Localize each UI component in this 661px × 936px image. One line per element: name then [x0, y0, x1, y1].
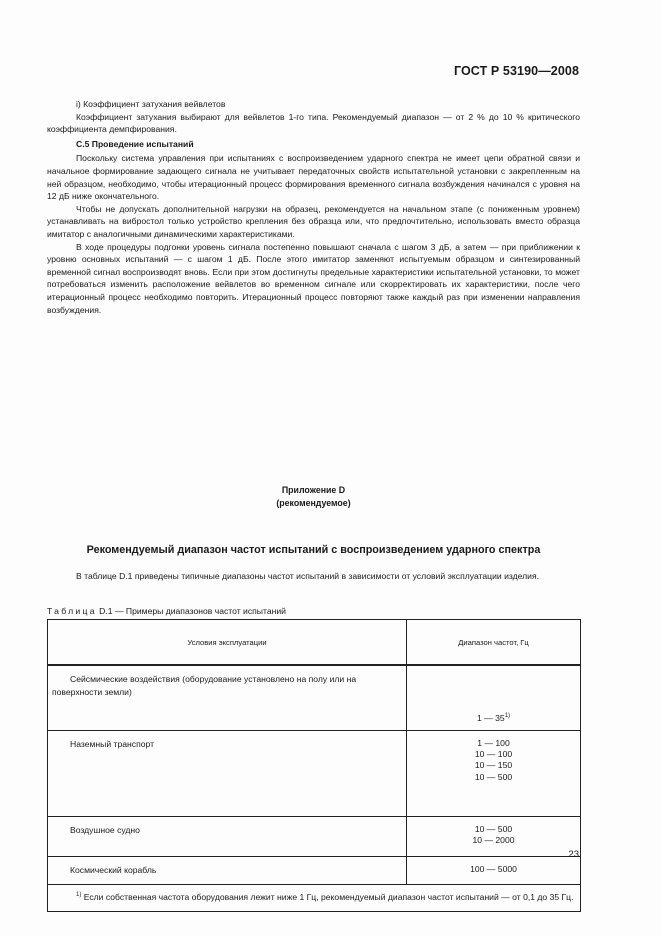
paragraph: В ходе процедуры подгонки уровень сигнала постепенно повышают сначала с шагом 3 дБ, а затем — при приближении к уровню основных испытаний — с шагом 1 дБ. После этого имитатор заменяют испытуемым образцом и синтезированный временной сигнал воспроизводят вновь. Если при этом достигнуты предельные характеристики испытательной установки, то может потребоваться изменить расположение вейвлетов во временном сигнале или скорректировать их характеристики, после чего итерационный процесс необходимо повторить. Итерационный процесс повторяют также каждый раз при изменении направления возбуждения.: [47, 241, 580, 315]
range-cell: [407, 730, 581, 816]
range-cell: [407, 856, 581, 884]
column-header-range: Диапазон частот, Гц: [407, 620, 581, 666]
footnote-mark: 1): [76, 891, 82, 898]
appendix-intro: [47, 570, 580, 583]
footnote-text: Если собственная частота оборудования лежит ниже 1 Гц, рекомендуемый диапазон частот испытаний — от 0,1 до 35 Гц.: [81, 891, 574, 902]
condition-text: Наземный транспорт: [70, 738, 155, 749]
condition-text: Космический корабль: [70, 864, 157, 875]
condition-cell: [48, 856, 407, 884]
intro-paragraph: В таблице D.1 приведены типичные диапазоны частот испытаний в зависимости от условий эксплуатации изделия.: [76, 571, 539, 581]
condition-cell: [48, 730, 407, 816]
table-header-row: [48, 620, 581, 666]
appendix-heading: [47, 484, 580, 509]
document-header: ГОСТ Р 53190—2008: [453, 64, 579, 78]
table-footnote: [48, 884, 581, 912]
range-value: 10 — 100: [474, 748, 513, 759]
range-value: 10 — 2000: [472, 834, 515, 845]
range-cell: [407, 665, 581, 730]
page-number: 23: [568, 849, 579, 860]
frequency-ranges-table: [47, 619, 581, 912]
appendix-label: Приложение D: [281, 485, 346, 495]
range-value: 10 — 500: [474, 823, 513, 834]
appendix-title: Рекомендуемый диапазон частот испытаний с воспроизведением ударного спектра: [86, 544, 541, 556]
appendix-status: (рекомендуемое): [276, 497, 351, 508]
table-row: [48, 730, 581, 816]
range-value: 10 — 500: [474, 771, 513, 782]
range-value: 1 — 35: [476, 713, 505, 724]
condition-text: Сейсмические воздействия (оборудование установлено на полу или на поверхности земли): [52, 674, 357, 697]
table-caption-text: D.1 — Примеры диапазонов частот испытаний: [96, 606, 286, 616]
table-footnote-row: [48, 884, 581, 912]
paragraph: Чтобы не допускать дополнительной нагрузки на образец, рекомендуется на начальном этапе (с пониженным уровнем) устанавливать на вибростол только устройство крепления без образца или, что предпочтительно, использовать вместо образца имитатор с аналогичными динамическими характеристиками.: [47, 203, 580, 239]
range-value: 10 — 150: [474, 760, 513, 771]
condition-text: Воздушное судно: [70, 824, 140, 835]
column-header-conditions: Условия эксплуатации: [48, 620, 407, 666]
paragraph: Поскольку система управления при испытаниях с воспроизведением ударного спектра не имеет цепи обратной связи и начальное формирование задающего сигнала не учитывает передаточных свойств испытательной установки с закрепленным на ней образцом, необходимо, чтобы итерационный процесс формирования временного сигнала возбуждения начинался с уровня на 12 дБ ниже окончательного.: [47, 153, 580, 202]
condition-cell: [48, 665, 407, 730]
item-i-title: i) Коэффициент затухания вейвлетов: [76, 99, 226, 109]
table-row: [48, 856, 581, 884]
condition-cell: [48, 816, 407, 856]
table-row: [48, 816, 581, 856]
item-i-text: Коэффициент затухания выбирают для вейвлетов 1-го типа. Рекомендуемый диапазон — от 2 % до 10 % критического коэффициента демпфирования.: [47, 111, 580, 135]
range-value: 100 — 5000: [470, 863, 517, 874]
table-caption-prefix: Таблица: [47, 606, 97, 616]
table-caption: [47, 606, 286, 616]
table-row: [48, 665, 581, 730]
range-cell: [407, 816, 581, 856]
section-c5-heading: С.5 Проведение испытаний: [76, 138, 194, 149]
footnote-mark: 1): [504, 713, 511, 720]
range-value: 1 — 100: [477, 737, 510, 748]
section-c-text: [47, 98, 580, 316]
